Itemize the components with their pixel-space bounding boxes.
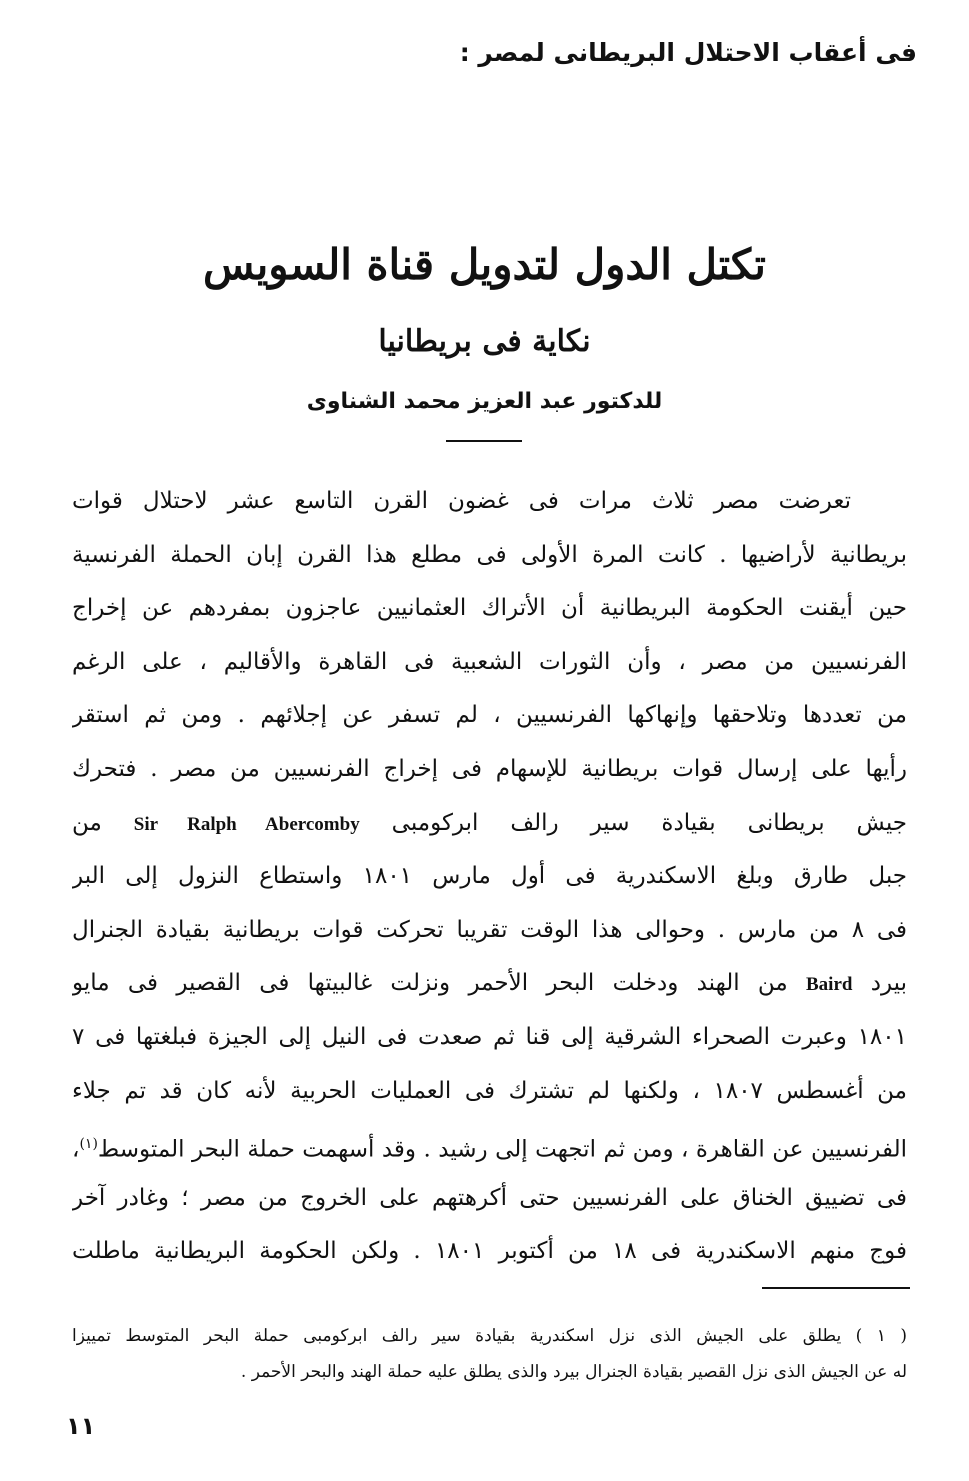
- body-line-with-latin: [72, 957, 907, 1011]
- footnotes: [72, 1318, 907, 1390]
- body-line-segment: جيش بريطانى بقيادة سير رالف ابركومبى: [391, 809, 907, 836]
- footnote-reference: (١): [79, 1136, 98, 1153]
- body-line: رأيها على إرسال قوات بريطانية للإسهام فى إخراج الفرنسيين من مصر . فتحرك: [72, 755, 907, 782]
- body-line: حين أيقنت الحكومة البريطانية أن الأتراك العثمانيين عاجزون بمفردهم عن إخراج: [72, 595, 907, 622]
- body-line: من أغسطس ١٨٠٧ ، ولكنها لم تشترك فى العمليات الحربية لأنه كان قد تم جلاء: [72, 1077, 907, 1104]
- body-line: بريطانية لأراضيها . كانت المرة الأولى فى مطلع هذا القرن إبان الحملة الفرنسية: [72, 541, 907, 568]
- latin-name-abercomby: Sir Ralph Abercomby: [133, 813, 360, 835]
- body-line: تعرضت مصر ثلاث مرات فى غضون القرن التاسع عشر لاحتلال قوات: [72, 488, 851, 514]
- article-subtitle: نكاية فى بريطانيا: [378, 324, 591, 359]
- body-line-segment: بيرد: [870, 970, 907, 997]
- body-line: ١٨٠١ وعبرت الصحراء الشرقية إلى قنا ثم صعدت فى النيل إلى الجيزة فبلغتها فى ٧: [72, 1023, 907, 1050]
- footnote-line: ( ١ ) يطلق على الجيش الذى نزل اسكندرية بقيادة سير رالف ابركومبى حملة البحر المتوسط تمييزا: [72, 1326, 907, 1346]
- page-number: ١١: [66, 1412, 96, 1440]
- running-header: فى أعقاب الاحتلال البريطانى لمصر :: [459, 38, 917, 67]
- article-author: للدكتور عبد العزيز محمد الشناوى: [306, 389, 663, 414]
- latin-name-baird: Baird: [806, 974, 853, 996]
- body-line: من تعددها وتلاحقها وإنهاكها الفرنسيين ، لم تسفر عن إجلائهم . ومن ثم استقر: [72, 702, 907, 729]
- body-line: جبل طارق وبلغ الاسكندرية فى أول مارس ١٨٠١ واستطاع النزول إلى البر: [72, 863, 907, 890]
- footnote-divider: [762, 1287, 910, 1289]
- title-divider: [446, 440, 522, 442]
- body-line-segment: الفرنسيين عن القاهرة ، ومن ثم اتجهت إلى رشيد . وقد أسهمت حملة البحر المتوسط: [97, 1136, 907, 1163]
- body-line-with-footnote: [72, 1118, 907, 1172]
- body-line: الفرنسيين من مصر ، وأن الثورات الشعبية فى القاهرة والأقاليم ، على الرغم: [72, 648, 907, 675]
- body-line-segment: من: [72, 809, 102, 836]
- body-line-segment: ،: [72, 1136, 80, 1163]
- body-line-segment: من الهند ودخلت البحر الأحمر ونزلت غالبيتها فى القصير فى مايو: [72, 970, 788, 997]
- body-line: فى ٨ من مارس . وحوالى هذا الوقت تقريبا تحركت قوات بريطانية بقيادة الجنرال: [72, 916, 907, 943]
- body-line-with-latin: [72, 797, 907, 851]
- body-line: فوج منهم الاسكندرية فى ١٨ من أكتوبر ١٨٠١ . ولكن الحكومة البريطانية ماطلت: [72, 1238, 907, 1265]
- article-title: تكتل الدول لتدويل قناة السويس: [203, 240, 766, 289]
- body-line: فى تضييق الخناق على الفرنسيين حتى أكرهتهم على الخروج من مصر ؛ وغادر آخر: [72, 1184, 907, 1211]
- body-text: [72, 475, 907, 1279]
- footnote-line: له عن الجيش الذى نزل القصير بقيادة الجنرال بيرد والذى يطلق عليه حملة الهند والبحر الأحمر .: [240, 1362, 907, 1382]
